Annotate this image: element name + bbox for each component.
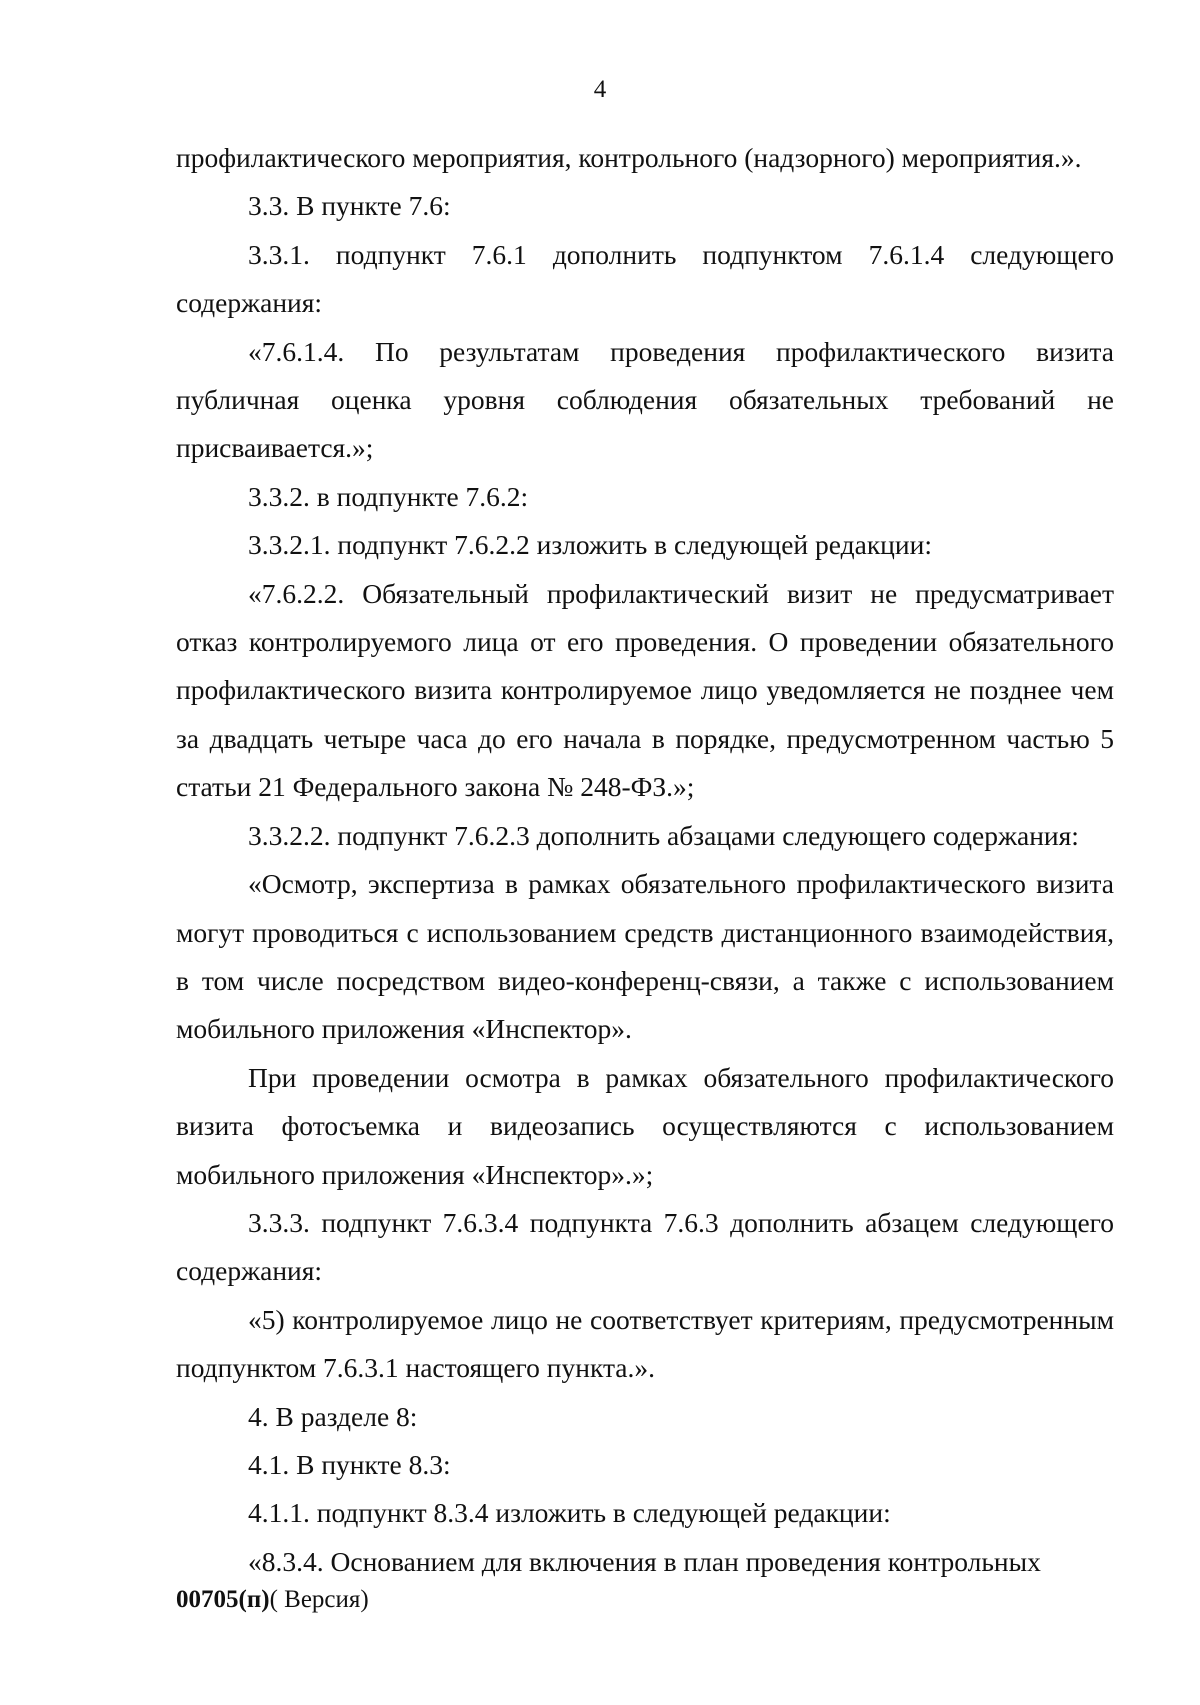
paragraph-4: 4. В разделе 8: [248,1400,418,1432]
paragraph-4-1-1: 4.1.1. подпункт 8.3.4 изложить в следующей редакции: [248,1497,891,1529]
paragraph-continuation: профилактического мероприятия, контрольного (надзорного) мероприятия.». [176,142,1082,173]
paragraph-7-6-1-4: «7.6.1.4. По результатам проведения профилактического визита публичная оценка уровня соблюдения обязательных требований не присваивается.»; [176,335,1114,464]
paragraph-8-3-4: «8.3.4. Основанием для включения в план проведения контрольных [248,1545,1041,1577]
paragraph-inspection-remote: «Осмотр, экспертиза в рамках обязательного профилактического визита могут проводиться с использованием средств дистанционного взаимодействия, в том числе посредством видео-конференц-связи, а также с использованием мобильного приложения «Инспектор». [176,868,1114,1045]
paragraph-4-1: 4.1. В пункте 8.3: [248,1448,451,1480]
paragraph-3-3-3: 3.3.3. подпункт 7.6.3.4 подпункта 7.6.3 дополнить абзацем следующего содержания: [176,1206,1114,1287]
paragraph-3-3: 3.3. В пункте 7.6: [248,190,451,222]
document-footer [176,1586,369,1614]
paragraph-3-3-2: 3.3.2. в подпункте 7.6.2: [248,480,529,512]
paragraph-inspection-photo: При проведении осмотра в рамках обязательного профилактического визита фотосъемка и видеозапись осуществляются с использованием мобильного приложения «Инспектор».»; [176,1061,1114,1190]
paragraph-7-6-2-2: «7.6.2.2. Обязательный профилактический визит не предусматривает отказ контролируемого лица от его проведения. О проведении обязательного профилактического визита контролируемое лицо уведомляется не позднее чем за двадцать четыре часа до его начала в порядке, предусмотренном частью 5 статьи 21 Федерального закона № 248-ФЗ.»; [176,577,1114,803]
paragraph-3-3-2-1: 3.3.2.1. подпункт 7.6.2.2 изложить в следующей редакции: [248,529,932,561]
paragraph-item-5: «5) контролируемое лицо не соответствует критериям, предусмотренным подпунктом 7.6.3.1 настоящего пункта.». [176,1303,1114,1384]
paragraph-3-3-2-2: 3.3.2.2. подпункт 7.6.2.3 дополнить абзацами следующего содержания: [248,819,1079,851]
page-number: 4 [593,76,607,103]
document-version: ( Версия) [269,1586,369,1613]
document-code: 00705(п) [176,1586,270,1613]
paragraph-3-3-1: 3.3.1. подпункт 7.6.1 дополнить подпунктом 7.6.1.4 следующего содержания: [176,238,1114,319]
document-body [176,134,1114,1586]
